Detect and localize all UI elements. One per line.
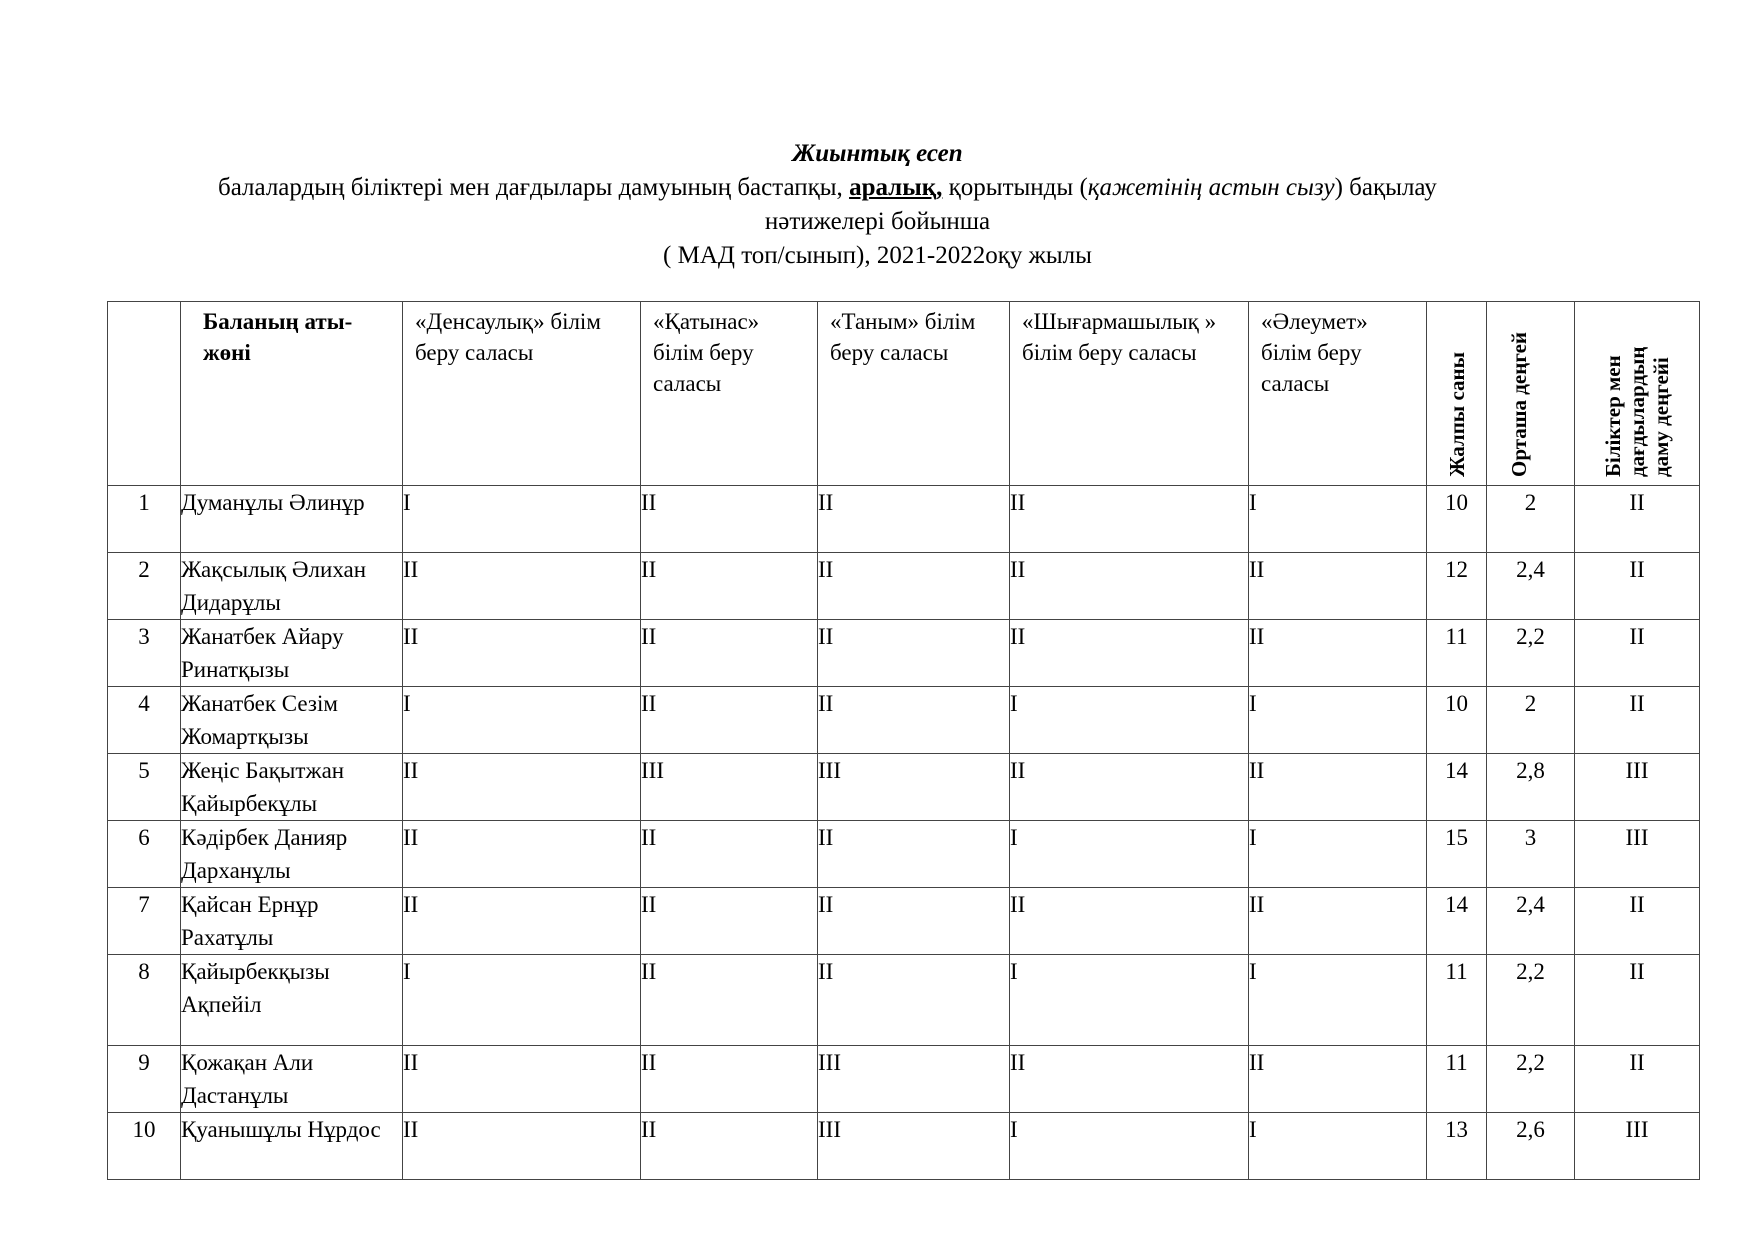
cell-n: 2: [108, 553, 181, 620]
cell-n: 6: [108, 821, 181, 888]
cell-creativity: I: [1010, 821, 1249, 888]
cell-level: II: [1575, 486, 1700, 553]
cell-cognition: III: [818, 1113, 1010, 1180]
cell-average: 2,2: [1487, 1046, 1575, 1113]
table-row: [108, 1113, 1700, 1180]
cell-health: II: [403, 1046, 641, 1113]
cell-level: II: [1575, 955, 1700, 1046]
cell-social: II: [1249, 553, 1427, 620]
cell-level: III: [1575, 821, 1700, 888]
cell-communication: III: [641, 754, 818, 821]
cell-health: II: [403, 821, 641, 888]
cell-creativity: I: [1010, 687, 1249, 754]
header-number: [108, 302, 181, 486]
cell-cognition: II: [818, 553, 1010, 620]
cell-name: Кәдірбек Данияр Дарханұлы: [181, 821, 403, 888]
table-row: [108, 821, 1700, 888]
cell-average: 2: [1487, 486, 1575, 553]
cell-health: II: [403, 1113, 641, 1180]
header-health: «Денсаулық» білім беру саласы: [403, 302, 641, 486]
cell-creativity: II: [1010, 888, 1249, 955]
cell-name: Жанатбек Сезім Жомартқызы: [181, 687, 403, 754]
cell-communication: II: [641, 955, 818, 1046]
cell-communication: II: [641, 1113, 818, 1180]
header-social: «Әлеумет» білім беру саласы: [1249, 302, 1427, 486]
table-row: [108, 620, 1700, 687]
report-title: Жиынтық есеп: [792, 140, 963, 167]
subtitle-italic: қажетінің астын сызу: [1087, 174, 1335, 201]
cell-social: I: [1249, 1113, 1427, 1180]
table-row: [108, 888, 1700, 955]
cell-total: 12: [1427, 553, 1487, 620]
cell-communication: II: [641, 821, 818, 888]
cell-average: 2,4: [1487, 553, 1575, 620]
cell-cognition: II: [818, 620, 1010, 687]
table-row: [108, 754, 1700, 821]
cell-creativity: I: [1010, 955, 1249, 1046]
table-row: [108, 687, 1700, 754]
cell-name: Қайырбекқызы Ақпейіл: [181, 955, 403, 1046]
cell-creativity: I: [1010, 1113, 1249, 1180]
cell-name: Жеңіс Бақытжан Қайырбекұлы: [181, 754, 403, 821]
cell-total: 14: [1427, 754, 1487, 821]
header-creativity: «Шығармашылық » білім беру саласы: [1010, 302, 1249, 486]
cell-n: 1: [108, 486, 181, 553]
cell-level: II: [1575, 687, 1700, 754]
subtitle-part2: қорытынды (: [942, 174, 1088, 201]
cell-communication: II: [641, 620, 818, 687]
cell-n: 3: [108, 620, 181, 687]
cell-name: Жақсылық Әлихан Дидарұлы: [181, 553, 403, 620]
cell-average: 2,2: [1487, 620, 1575, 687]
report-subtitle-line2: нәтижелері бойынша: [764, 208, 991, 235]
cell-total: 14: [1427, 888, 1487, 955]
subtitle-part1: балалардың біліктері мен дағдылары дамуының бастапқы,: [218, 174, 850, 201]
cell-level: II: [1575, 1046, 1700, 1113]
header-cognition: «Таным» білім беру саласы: [818, 302, 1010, 486]
cell-total: 15: [1427, 821, 1487, 888]
header-total: Жалпы саны: [1427, 302, 1487, 486]
report-subtitle: [218, 172, 1678, 204]
cell-name: Думанұлы Әлинұр: [181, 486, 403, 553]
header-name: Баланың аты- жөні: [181, 302, 403, 486]
cell-total: 13: [1427, 1113, 1487, 1180]
cell-communication: II: [641, 486, 818, 553]
cell-creativity: II: [1010, 553, 1249, 620]
header-average: Орташа деңгей: [1487, 302, 1575, 486]
cell-average: 2,8: [1487, 754, 1575, 821]
cell-n: 9: [108, 1046, 181, 1113]
cell-social: I: [1249, 955, 1427, 1046]
header-level: Біліктер мен дағдылардың даму деңгейі: [1575, 302, 1700, 486]
cell-cognition: III: [818, 754, 1010, 821]
cell-health: I: [403, 486, 641, 553]
cell-creativity: II: [1010, 486, 1249, 553]
cell-health: I: [403, 955, 641, 1046]
cell-name: Қуанышұлы Нұрдос: [181, 1113, 403, 1180]
cell-n: 5: [108, 754, 181, 821]
cell-social: I: [1249, 486, 1427, 553]
cell-average: 3: [1487, 821, 1575, 888]
cell-creativity: II: [1010, 1046, 1249, 1113]
cell-name: Жанатбек Айару Ринатқызы: [181, 620, 403, 687]
cell-average: 2,6: [1487, 1113, 1575, 1180]
cell-total: 10: [1427, 486, 1487, 553]
header-communication: «Қатынас» білім беру саласы: [641, 302, 818, 486]
cell-cognition: II: [818, 486, 1010, 553]
cell-cognition: II: [818, 888, 1010, 955]
cell-health: II: [403, 888, 641, 955]
cell-cognition: III: [818, 1046, 1010, 1113]
cell-health: II: [403, 620, 641, 687]
cell-n: 7: [108, 888, 181, 955]
cell-level: III: [1575, 754, 1700, 821]
cell-total: 10: [1427, 687, 1487, 754]
table-row: [108, 486, 1700, 553]
cell-creativity: II: [1010, 620, 1249, 687]
cell-cognition: II: [818, 687, 1010, 754]
results-table: [107, 301, 1700, 1180]
subtitle-part3: ) бақылау: [1334, 174, 1437, 201]
cell-average: 2: [1487, 687, 1575, 754]
table-row: [108, 955, 1700, 1046]
cell-total: 11: [1427, 955, 1487, 1046]
report-subtitle-line3: ( МАД топ/сынып), 2021-2022оқу жылы: [663, 242, 1092, 269]
cell-communication: II: [641, 1046, 818, 1113]
subtitle-underlined: аралық,: [849, 174, 943, 201]
cell-total: 11: [1427, 620, 1487, 687]
table-row: [108, 1046, 1700, 1113]
header-row: [108, 302, 1700, 486]
cell-name: Қайсан Ернұр Рахатұлы: [181, 888, 403, 955]
cell-level: II: [1575, 620, 1700, 687]
cell-level: III: [1575, 1113, 1700, 1180]
cell-n: 10: [108, 1113, 181, 1180]
cell-social: II: [1249, 888, 1427, 955]
table-row: [108, 553, 1700, 620]
cell-creativity: II: [1010, 754, 1249, 821]
cell-communication: II: [641, 888, 818, 955]
cell-average: 2,4: [1487, 888, 1575, 955]
cell-total: 11: [1427, 1046, 1487, 1113]
cell-cognition: II: [818, 955, 1010, 1046]
cell-n: 4: [108, 687, 181, 754]
cell-level: II: [1575, 553, 1700, 620]
cell-average: 2,2: [1487, 955, 1575, 1046]
cell-social: II: [1249, 754, 1427, 821]
cell-cognition: II: [818, 821, 1010, 888]
cell-name: Қожақан Али Дастанұлы: [181, 1046, 403, 1113]
cell-health: II: [403, 553, 641, 620]
cell-communication: II: [641, 553, 818, 620]
cell-health: II: [403, 754, 641, 821]
cell-level: II: [1575, 888, 1700, 955]
cell-n: 8: [108, 955, 181, 1046]
cell-health: I: [403, 687, 641, 754]
cell-social: I: [1249, 821, 1427, 888]
cell-social: II: [1249, 1046, 1427, 1113]
cell-communication: II: [641, 687, 818, 754]
cell-social: II: [1249, 620, 1427, 687]
cell-social: I: [1249, 687, 1427, 754]
